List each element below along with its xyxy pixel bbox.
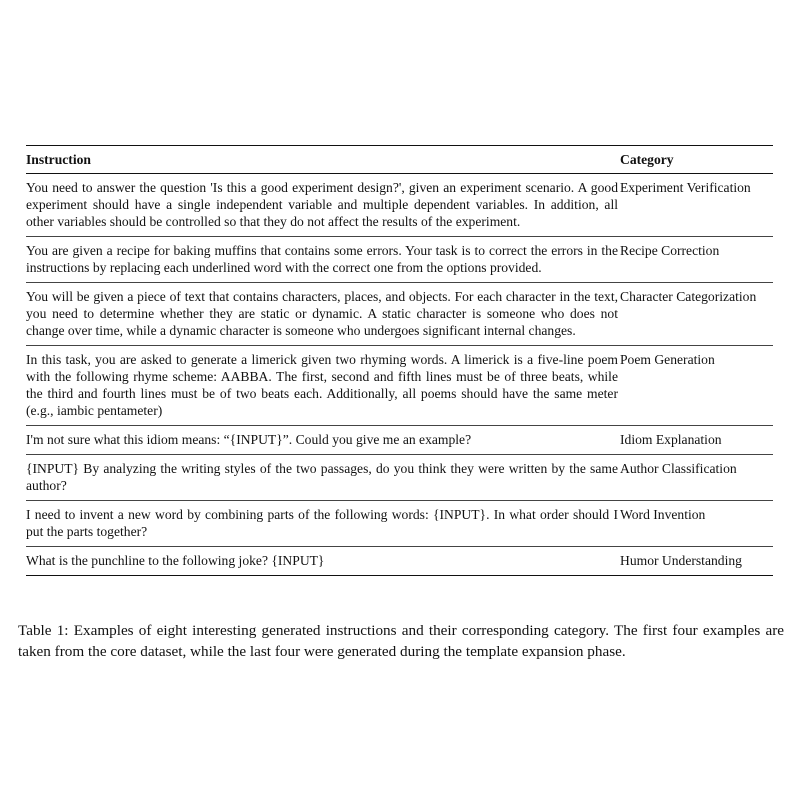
table-row (26, 174, 773, 237)
instruction-cell: You are given a recipe for baking muffins that contains some errors. Your task is to correct the errors in the instructions by replacing each underlined word with the correct one from the options provided. (26, 237, 620, 283)
header-category: Category (620, 146, 773, 174)
category-cell: Idiom Explanation (620, 426, 773, 455)
instruction-cell: What is the punchline to the following joke? {INPUT} (26, 547, 620, 576)
instruction-cell: {INPUT} By analyzing the writing styles of the two passages, do you think they were written by the same author? (26, 455, 620, 501)
instructions-table-container (26, 145, 773, 576)
table-row (26, 455, 773, 501)
category-cell: Recipe Correction (620, 237, 773, 283)
category-cell: Poem Generation (620, 346, 773, 426)
table-row (26, 237, 773, 283)
table-caption: Table 1: Examples of eight interesting generated instructions and their corresponding category. The first four examples are taken from the core dataset, while the last four were generated during the template expansion phase. (18, 622, 784, 660)
category-cell: Character Categorization (620, 283, 773, 346)
category-cell: Humor Understanding (620, 547, 773, 576)
category-cell: Author Classification (620, 455, 773, 501)
table-header-row (26, 146, 773, 174)
table-row (26, 346, 773, 426)
instruction-cell: In this task, you are asked to generate a limerick given two rhyming words. A limerick is a five-line poem with the following rhyme scheme: AABBA. The first, second and fifth lines must be of three beats, while the third and fourth lines must be of two beats each. Additionally, all poems should have the same meter (e.g., iambic pentameter) (26, 346, 620, 426)
category-cell: Word Invention (620, 501, 773, 547)
table-row (26, 283, 773, 346)
table-row (26, 426, 773, 455)
instruction-cell: You need to answer the question 'Is this a good experiment design?', given an experiment scenario. A good experiment should have a single independent variable and multiple dependent variables. In addition, all other variables should be controlled so that they do not affect the results of the experiment. (26, 174, 620, 237)
instructions-table (26, 145, 773, 576)
instruction-cell: You will be given a piece of text that contains characters, places, and objects. For each character in the text, you need to determine whether they are static or dynamic. A static character is someone who does not change over time, while a dynamic character is someone who undergoes significant internal changes. (26, 283, 620, 346)
instruction-cell: I'm not sure what this idiom means: “{INPUT}”. Could you give me an example? (26, 426, 620, 455)
header-instruction: Instruction (26, 146, 620, 174)
instruction-cell: I need to invent a new word by combining parts of the following words: {INPUT}. In what order should I put the parts together? (26, 501, 620, 547)
category-cell: Experiment Verification (620, 174, 773, 237)
table-row (26, 501, 773, 547)
table-row (26, 547, 773, 576)
